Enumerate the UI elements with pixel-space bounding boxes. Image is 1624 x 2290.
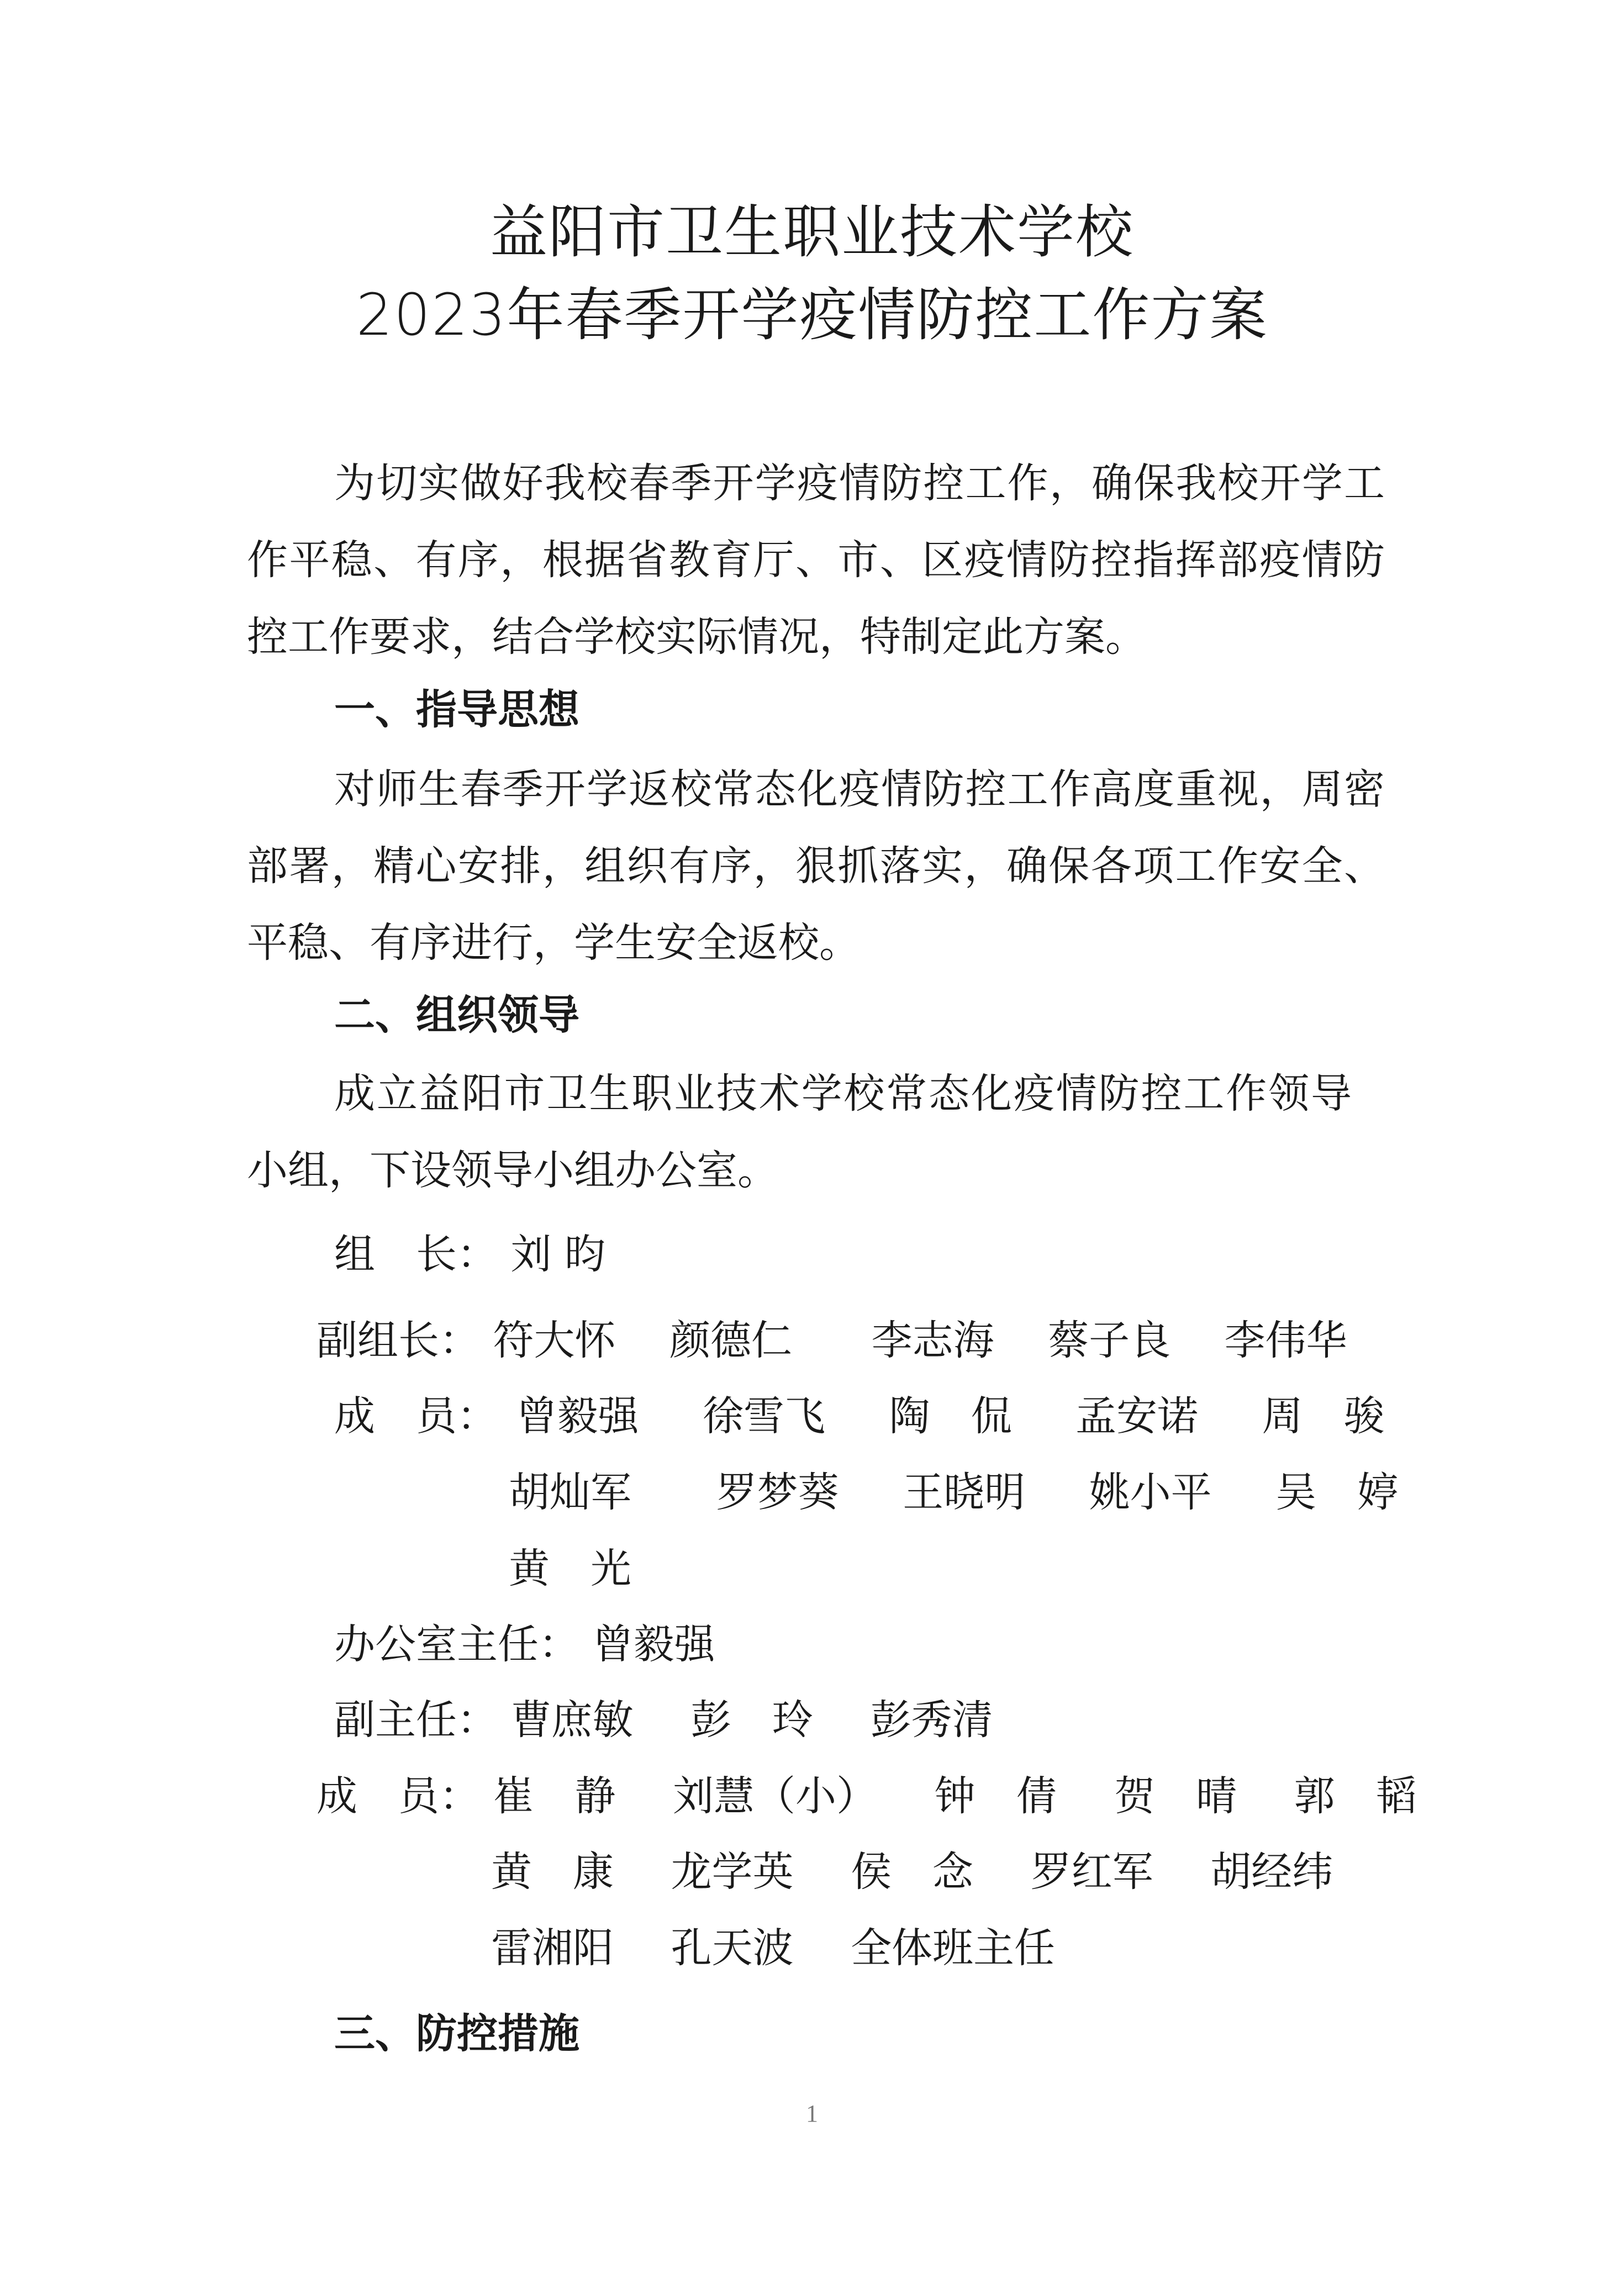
intro-paragraph: 为切实做好我校春季开学疫情防控工作，确保我校开学工作平稳、有序，根据省教育厅、市、区疫情防控指挥部疫情防控工作要求，结合学校实际情况，特制定此方案。 [247, 460, 1385, 661]
section2-heading: 二、组织领导 [334, 991, 579, 1039]
office-member-name: 崔 静 [493, 1772, 616, 1820]
deputy-name: 李志海 [871, 1317, 994, 1364]
office-member-name: 罗红军 [1030, 1848, 1153, 1896]
member-name: 曾毅强 [516, 1392, 639, 1440]
member-name: 周 骏 [1262, 1392, 1385, 1440]
office-member-name: 龙学英 [671, 1848, 794, 1896]
member-name: 孟安诺 [1075, 1392, 1199, 1440]
leader-row [334, 1231, 606, 1278]
section1-heading: 一、指导思想 [334, 686, 579, 734]
deputy-name: 颜德仁 [669, 1317, 793, 1364]
office-member-name: 胡经纬 [1210, 1848, 1333, 1896]
office-members-continuation-row [491, 1848, 1333, 1896]
member-name: 姚小平 [1089, 1469, 1212, 1516]
vice-director-name: 曹庶敏 [510, 1696, 634, 1744]
office-members-row [317, 1772, 1417, 1820]
office-member-name: 全体班主任 [851, 1924, 1056, 1972]
office-director-row [334, 1621, 715, 1668]
office-member-name: 黄 康 [491, 1848, 614, 1896]
office-member-name: 郭 韬 [1294, 1772, 1417, 1820]
member-name: 胡灿军 [509, 1469, 631, 1516]
deputy-row [317, 1317, 1347, 1364]
office-director-label: 办公室主任： [334, 1621, 579, 1668]
leader-name: 刘 昀 [510, 1231, 606, 1278]
office-member-name: 刘慧（小） [673, 1772, 878, 1820]
office-member-name: 钟 倩 [934, 1772, 1057, 1820]
vice-director-name: 彭秀清 [870, 1696, 993, 1744]
member-name: 陶 侃 [889, 1392, 1012, 1440]
vice-director-label: 副主任： [334, 1696, 498, 1744]
member-name: 吴 婷 [1275, 1469, 1399, 1516]
office-member-name: 侯 念 [851, 1848, 974, 1896]
office-member-name: 贺 晴 [1114, 1772, 1237, 1820]
section2-body: 成立益阳市卫生职业技术学校常态化疫情防控工作领导小组，下设领导小组办公室。 [247, 1070, 1352, 1194]
member-name: 黄 光 [509, 1545, 631, 1592]
members-row [334, 1392, 1385, 1440]
deputy-label: 副组长： [317, 1317, 480, 1364]
deputy-name: 蔡子良 [1048, 1317, 1171, 1364]
leader-label: 组 长： [334, 1231, 498, 1278]
office-member-name: 孔天波 [671, 1924, 794, 1972]
members-label: 成 员： [334, 1392, 498, 1440]
members-continuation-row [509, 1545, 631, 1592]
member-name: 罗梦葵 [716, 1469, 839, 1516]
document-title-line1: 益阳市卫生职业技术学校 [489, 198, 1134, 266]
vice-director-row [334, 1696, 993, 1744]
office-members-continuation-row [491, 1924, 1056, 1972]
member-name: 王晓明 [903, 1469, 1026, 1516]
section3-heading: 三、防控措施 [334, 2010, 579, 2057]
member-name: 徐雪飞 [703, 1392, 826, 1440]
office-members-label: 成 员： [317, 1772, 480, 1820]
vice-director-name: 彭 玲 [690, 1696, 814, 1744]
document-title-line2: 2023年春季开学疫情防控工作方案 [356, 281, 1268, 349]
page-number: 1 [806, 2100, 818, 2127]
deputy-name: 李伟华 [1224, 1317, 1347, 1364]
section1-body: 对师生春季开学返校常态化疫情防控工作高度重视，周密部署，精心安排，组织有序，狠抓落实，确保各项工作安全、平稳、有序进行，学生安全返校。 [247, 766, 1385, 967]
office-director-name: 曾毅强 [592, 1621, 715, 1668]
deputy-name: 符大怀 [493, 1317, 616, 1364]
members-continuation-row [509, 1469, 1399, 1516]
office-member-name: 雷湘阳 [491, 1924, 614, 1972]
